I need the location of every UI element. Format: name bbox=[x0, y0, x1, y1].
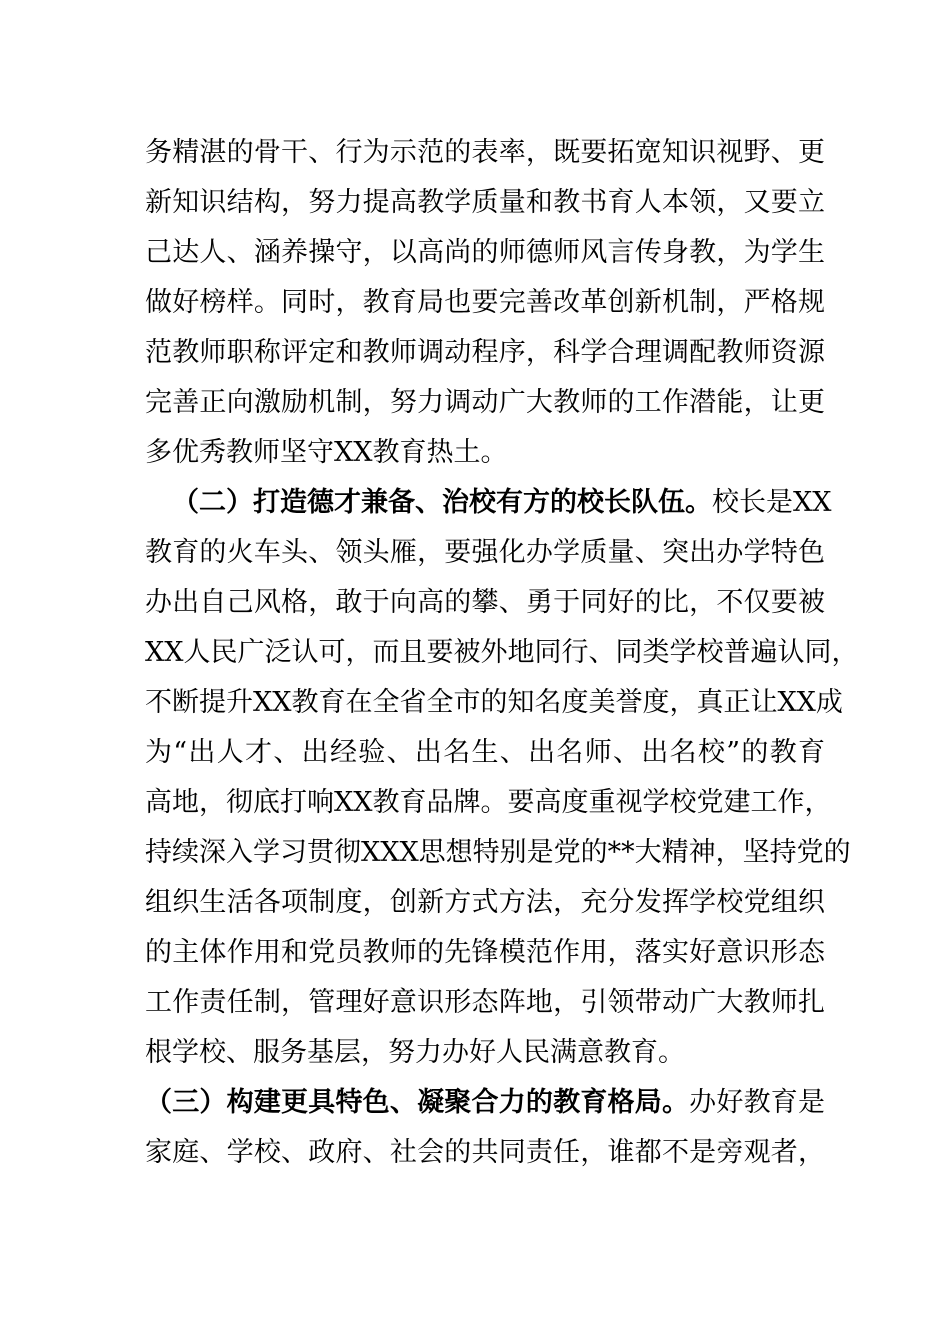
line-text: 做好榜样。同时，教育局也要完善改革创新机制，严格规 bbox=[145, 287, 825, 318]
text-line bbox=[145, 783, 832, 823]
section-heading: （二）打造德才兼备、治校有方的校长队伍。 bbox=[172, 487, 712, 518]
line-text: XX人民广泛认可，而且要被外地同行、同类学校普遍认同， bbox=[145, 637, 859, 668]
text-line bbox=[145, 583, 825, 623]
text-line bbox=[145, 1033, 825, 1073]
line-text: 不断提升XX教育在全省全市的知名度美誉度，真正让XX成 bbox=[145, 687, 843, 718]
line-text: 的主体作用和党员教师的先锋模范作用，落实好意识形态 bbox=[145, 937, 825, 968]
text-line bbox=[145, 633, 859, 673]
text-line bbox=[145, 333, 825, 373]
line-text: 工作责任制，管理好意识形态阵地，引领带动广大教师扎 bbox=[145, 987, 825, 1018]
line-text: 办好教育是 bbox=[689, 1087, 826, 1118]
text-line bbox=[145, 183, 825, 223]
line-text: 己达人、涵养操守，以高尚的师德师风言传身教，为学生 bbox=[145, 237, 825, 268]
text-line bbox=[145, 133, 825, 173]
line-text: 为“出人才、出经验、出名生、出名师、出名校”的教育 bbox=[145, 737, 825, 768]
line-text: 组织生活各项制度，创新方式方法，充分发挥学校党组织 bbox=[145, 887, 825, 918]
line-text: 校长是XX bbox=[712, 487, 832, 518]
text-line bbox=[145, 733, 825, 773]
section-heading-line bbox=[145, 1083, 825, 1123]
text-line bbox=[145, 833, 851, 873]
line-text: 完善正向激励机制，努力调动广大教师的工作潜能，让更 bbox=[145, 387, 825, 418]
text-line bbox=[145, 883, 825, 923]
line-text: 办出自己风格，敢于向高的攀、勇于同好的比，不仅要被 bbox=[145, 587, 825, 618]
text-line bbox=[145, 533, 825, 573]
text-line bbox=[145, 1133, 825, 1173]
line-text: 持续深入学习贯彻XXX思想特别是党的**大精神，坚持党的 bbox=[145, 837, 851, 868]
line-text: 范教师职称评定和教师调动程序，科学合理调配教师资源 bbox=[145, 337, 825, 368]
text-line bbox=[145, 433, 825, 473]
section-heading: （三）构建更具特色、凝聚合力的教育格局。 bbox=[145, 1087, 690, 1118]
line-text: 多优秀教师坚守XX教育热土。 bbox=[145, 437, 508, 468]
line-text: 高地，彻底打响XX教育品牌。要高度重视学校党建工作， bbox=[145, 787, 832, 818]
text-line bbox=[145, 983, 825, 1023]
text-line bbox=[145, 933, 825, 973]
line-text: 教育的火车头、领头雁，要强化办学质量、突出办学特色 bbox=[145, 537, 825, 568]
line-text: 新知识结构，努力提高教学质量和教书育人本领，又要立 bbox=[145, 187, 825, 218]
text-line bbox=[145, 683, 843, 723]
section-heading-line bbox=[172, 483, 832, 523]
line-text: 根学校、服务基层，努力办好人民满意教育。 bbox=[145, 1037, 685, 1068]
text-line bbox=[145, 383, 825, 423]
line-text: 家庭、学校、政府、社会的共同责任，谁都不是旁观者， bbox=[145, 1137, 825, 1168]
text-line bbox=[145, 283, 825, 323]
line-text: 务精湛的骨干、行为示范的表率，既要拓宽知识视野、更 bbox=[145, 137, 825, 168]
text-line bbox=[145, 233, 825, 273]
